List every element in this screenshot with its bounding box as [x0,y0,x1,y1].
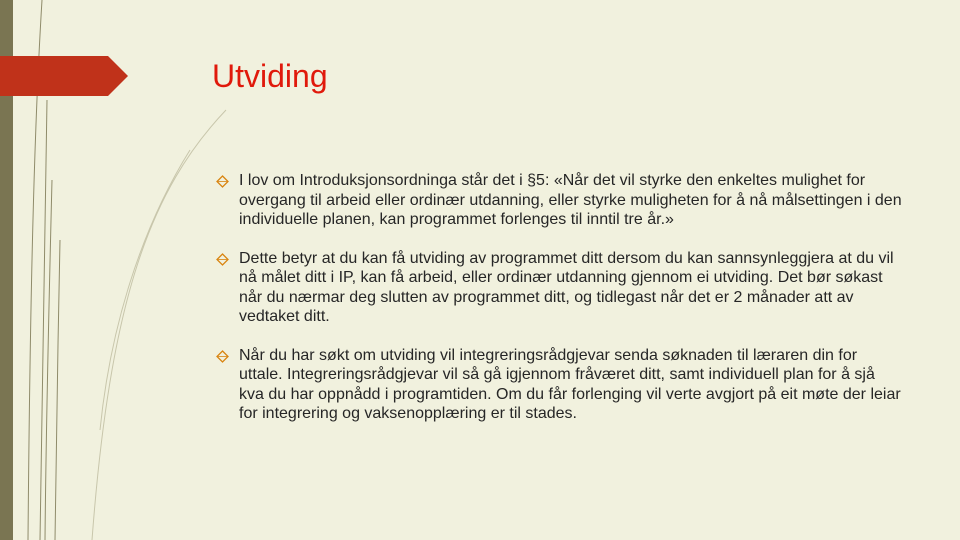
bullet-text: Dette betyr at du kan få utviding av programmet ditt dersom du kan sannsynleggjera at du vil nå målet ditt i IP, kan få arbeid, eller ordinær utdanning gjennom ei utviding. Det bør søkast når du nærmar deg slutten av programmet ditt, og tidlegast når det er 2 månader att av vedtaket ditt. [239,249,894,325]
title-arrow-shape [0,56,128,96]
bullet-item [216,346,904,424]
bullet-list [216,171,904,443]
diamond-outline-icon [216,175,229,188]
slide-title: Utviding [212,58,328,94]
bullet-text: Når du har søkt om utviding vil integreringsrådgjevar senda søknaden til læraren din for uttale. Integreringsrådgjevar vil så gå igjennom fråværet ditt, samt individuell plan for å sjå kva du har oppnådd i programtiden. Om du får forlenging vil verte avgjort på eit møte der leiar for integrering og vaksenopplæring er til stades. [239,346,901,422]
diamond-outline-icon [216,350,229,363]
bullet-item [216,249,904,327]
bullet-text: I lov om Introduksjonsordninga står det i §5: «Når det vil styrke den enkeltes mulighet for overgang til arbeid eller ordinær utdanning, eller styrke muligheten for å nå målsettingen i den individuelle planen, kan programmet forlenges til inntil tre år.» [239,172,902,228]
diamond-outline-icon [216,253,229,266]
bullet-item [216,171,904,230]
